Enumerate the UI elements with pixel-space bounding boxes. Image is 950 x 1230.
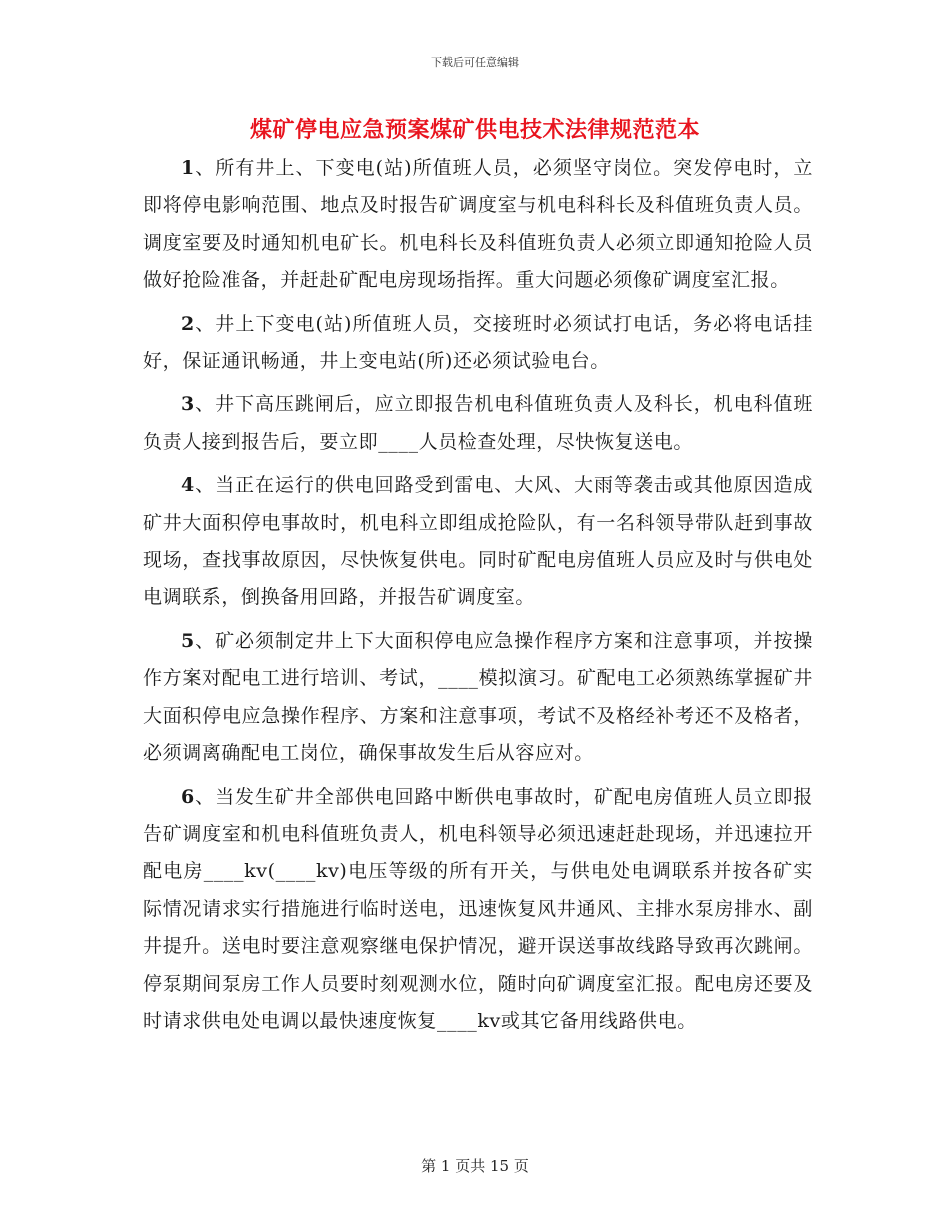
paragraph-text: 、当正在运行的供电回路受到雷电、大风、大雨等袭击或其他原因造成矿井大面积停电事故时，机电科立即组成抢险队，有一名科领导带队赶到事故现场，查找事故原因，尽快恢复供电。同时矿配电房值班人员应及时与供电处电调联系，倒换备用回路，并报告矿调度室。 (143, 474, 813, 609)
paragraph-number: 5 (181, 629, 195, 652)
paragraph-number: 1 (181, 157, 195, 179)
paragraph-number: 2 (181, 312, 195, 335)
paragraph-1 (143, 150, 813, 300)
paragraph-text: 、所有井上、下变电(站)所值班人员，必须坚守岗位。突发停电时，立即将停电影响范围、地点及时报告矿调度室与机电科科长及科值班负责人员。调度室要及时通知机电矿长。机电科长及科值班负责人必须立即通知抢险人员做好抢险准备，并赶赴矿配电房现场指挥。重大问题必须像矿调度室汇报。 (143, 157, 813, 292)
page-footer: 第 1 页共 15 页 (421, 1157, 529, 1175)
paragraph-text: 、井上下变电(站)所值班人员，交接班时必须试打电话，务必将电话挂好，保证通讯畅通，井上变电站(所)还必须试验电台。 (143, 312, 813, 373)
paragraph-text: 、井下高压跳闸后，应立即报告机电科值班负责人及科长，机电科值班负责人接到报告后，要立即____人员检查处理，尽快恢复送电。 (143, 393, 813, 453)
paragraph-5 (143, 623, 813, 773)
document-body (143, 150, 813, 1046)
paragraph-3 (143, 386, 813, 461)
paragraph-number: 3 (181, 393, 195, 416)
document-title: 煤矿停电应急预案煤矿供电技术法律规范范本 (249, 118, 700, 143)
paragraph-text: 、矿必须制定井上下大面积停电应急操作程序方案和注意事项，并按操作方案对配电工进行培训、考试，____模拟演习。矿配电工必须熟练掌握矿井大面积停电应急操作程序、方案和注意事项，考试不及格经补考还不及格者，必须调离确配电工岗位，确保事故发生后从容应对。 (143, 629, 813, 765)
paragraph-6 (143, 779, 813, 1041)
header-note: 下载后可任意编辑 (431, 56, 519, 69)
paragraph-number: 6 (181, 785, 195, 808)
paragraph-4 (143, 467, 813, 617)
paragraph-number: 4 (181, 474, 195, 497)
paragraph-2 (143, 306, 813, 381)
paragraph-text: 、当发生矿井全部供电回路中断供电事故时，矿配电房值班人员立即报告矿调度室和机电科值班负责人，机电科领导必须迅速赶赴现场，并迅速拉开配电房____kv(____kv)电压等级的所有开关，与供电处电调联系并按各矿实际情况请求实行措施进行临时送电，迅速恢复风井通风、主排水泵房排水、副井提升。送电时要注意观察继电保护情况，避开误送事故线路导致再次跳闸。停泵期间泵房工作人员要时刻观测水位，随时向矿调度室汇报。配电房还要及时请求供电处电调以最快速度恢复____kv或其它备用线路供电。 (143, 785, 813, 1032)
